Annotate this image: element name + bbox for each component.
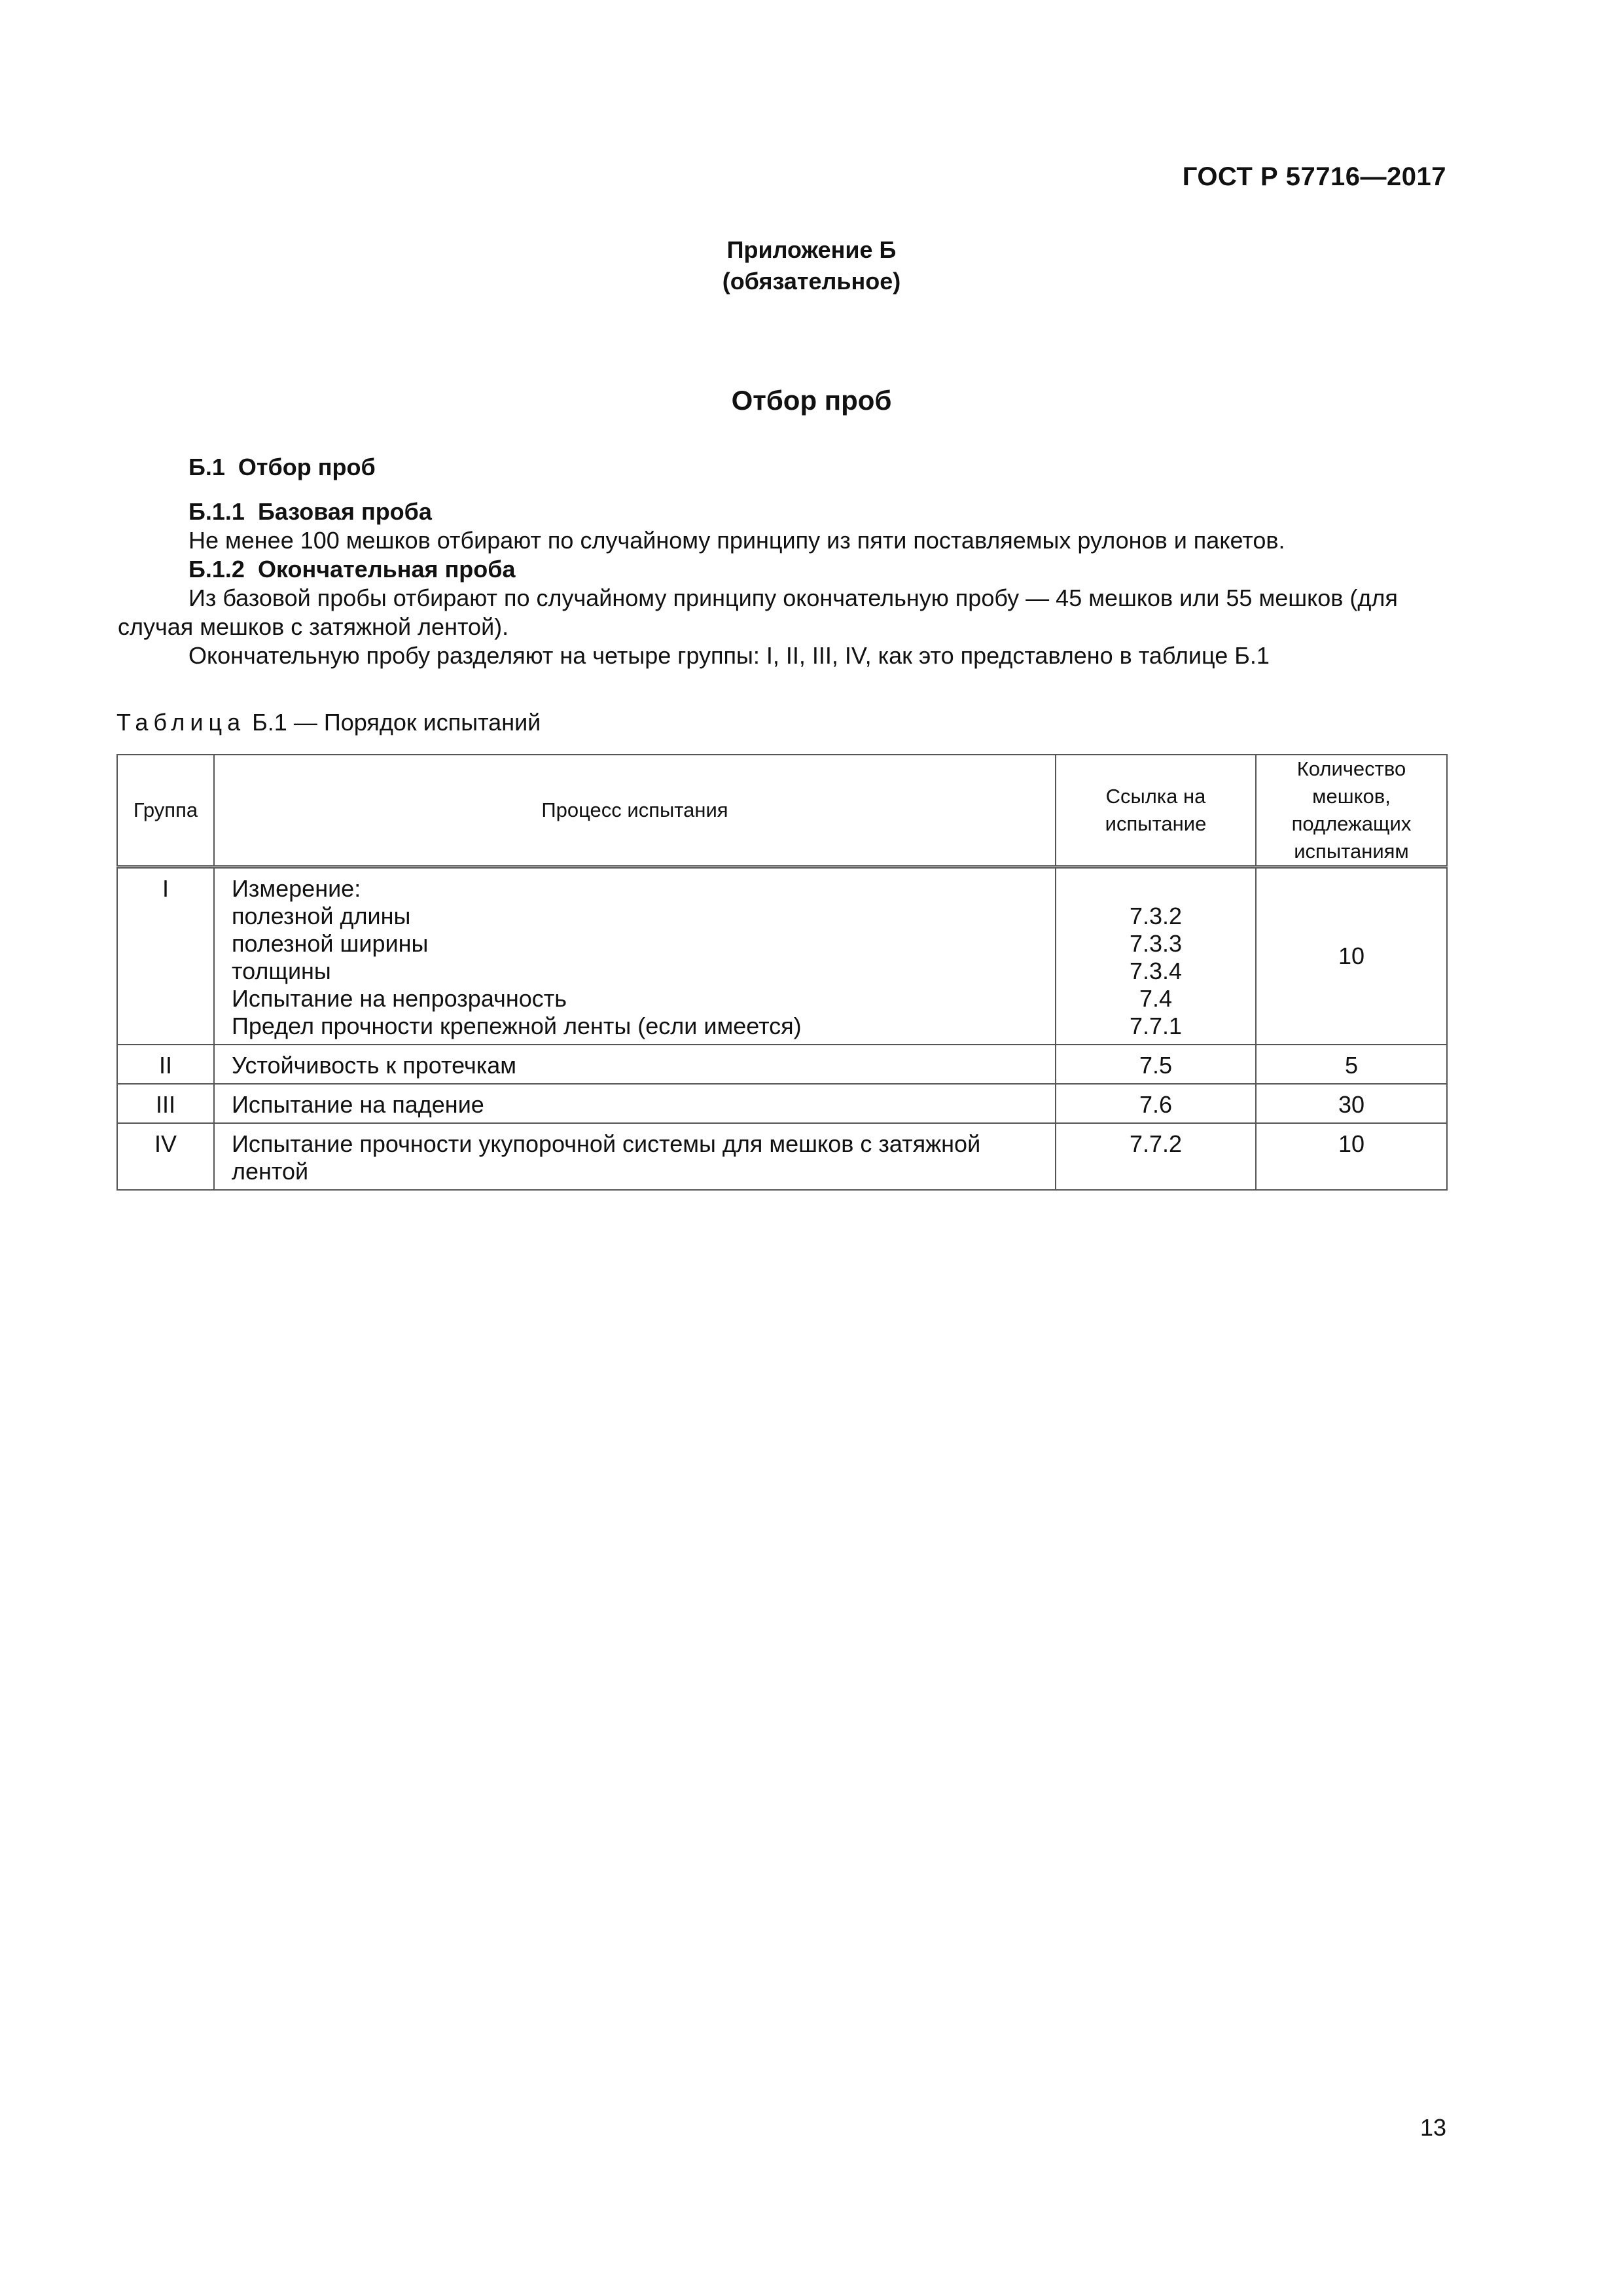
annex-label: Приложение Б xyxy=(726,236,897,263)
reference-value: 7.3.4 xyxy=(1129,958,1183,984)
annex-status: (обязательное) xyxy=(722,268,901,295)
column-header: Группа xyxy=(117,755,214,867)
section-b1-heading xyxy=(118,453,1446,482)
page-number: 13 xyxy=(1419,2114,1446,2141)
section-title: Окончательная проба xyxy=(257,556,516,583)
section-number: Б.1.2 xyxy=(188,556,245,583)
process-cell: Устойчивость к протечкам xyxy=(214,1045,1056,1084)
section-title: Отбор проб xyxy=(238,454,376,480)
annex-heading xyxy=(0,234,1623,297)
reference-value: 7.3.3 xyxy=(1129,930,1183,957)
group-cell: IV xyxy=(117,1123,214,1190)
column-header: Количество мешков, подлежащих испытаниям xyxy=(1256,755,1447,867)
table-row xyxy=(117,1084,1447,1123)
annex-title: Отбор проб xyxy=(731,385,892,416)
count-cell: 10 xyxy=(1256,1123,1447,1190)
table-row xyxy=(117,1123,1447,1190)
reference-value: 7.3.2 xyxy=(1129,903,1183,929)
reference-cell: 7.6 xyxy=(1056,1084,1256,1123)
section-number: Б.1.1 xyxy=(188,498,245,525)
reference-cell: 7.5 xyxy=(1056,1045,1256,1084)
column-header: Ссылка на испытание xyxy=(1056,755,1256,867)
count-cell: 30 xyxy=(1256,1084,1447,1123)
process-line: Измерение: xyxy=(232,875,361,902)
table-row xyxy=(117,867,1447,1045)
section-b11 xyxy=(118,497,1446,670)
section-number: Б.1 xyxy=(188,454,225,480)
paragraph: Из базовой пробы отбирают по случайному принципу окончательную пробу — 45 мешков или 55 мешков (для случая мешков с затяжной лентой). xyxy=(118,584,1398,640)
document-header-id: ГОСТ Р 57716—2017 xyxy=(1182,162,1446,191)
reference-cell xyxy=(1056,867,1256,1045)
column-header: Процесс испытания xyxy=(214,755,1056,867)
group-cell: II xyxy=(117,1045,214,1084)
reference-cell: 7.7.2 xyxy=(1056,1123,1256,1190)
reference-value: 7.4 xyxy=(1139,985,1173,1012)
test-order-table xyxy=(116,754,1448,1191)
section-title: Базовая проба xyxy=(257,498,432,525)
process-line: Предел прочности крепежной ленты (если имеется) xyxy=(232,1013,802,1039)
group-cell: I xyxy=(117,867,214,1045)
table-caption-text: Б.1 — Порядок испытаний xyxy=(252,709,541,736)
count-cell: 5 xyxy=(1256,1045,1447,1084)
table-header-row xyxy=(117,755,1447,867)
process-cell: Испытание на падение xyxy=(214,1084,1056,1123)
process-line: полезной ширины xyxy=(232,930,429,957)
paragraph: Не менее 100 мешков отбирают по случайному принципу из пяти поставляемых рулонов и пакетов. xyxy=(188,527,1285,554)
table-caption-label: Таблица xyxy=(116,709,246,736)
process-cell: Испытание прочности укупорочной системы для мешков с затяжной лентой xyxy=(214,1123,1056,1190)
process-line: полезной длины xyxy=(232,903,411,929)
process-line: толщины xyxy=(232,958,331,984)
process-cell xyxy=(214,867,1056,1045)
paragraph: Окончательную пробу разделяют на четыре группы: I, II, III, IV, как это представлено в таблице Б.1 xyxy=(188,642,1270,669)
table-caption xyxy=(116,709,541,736)
group-cell: III xyxy=(117,1084,214,1123)
reference-value: 7.7.1 xyxy=(1129,1013,1183,1039)
count-cell: 10 xyxy=(1256,867,1447,1045)
process-line: Испытание на непрозрачность xyxy=(232,985,567,1012)
table-row xyxy=(117,1045,1447,1084)
